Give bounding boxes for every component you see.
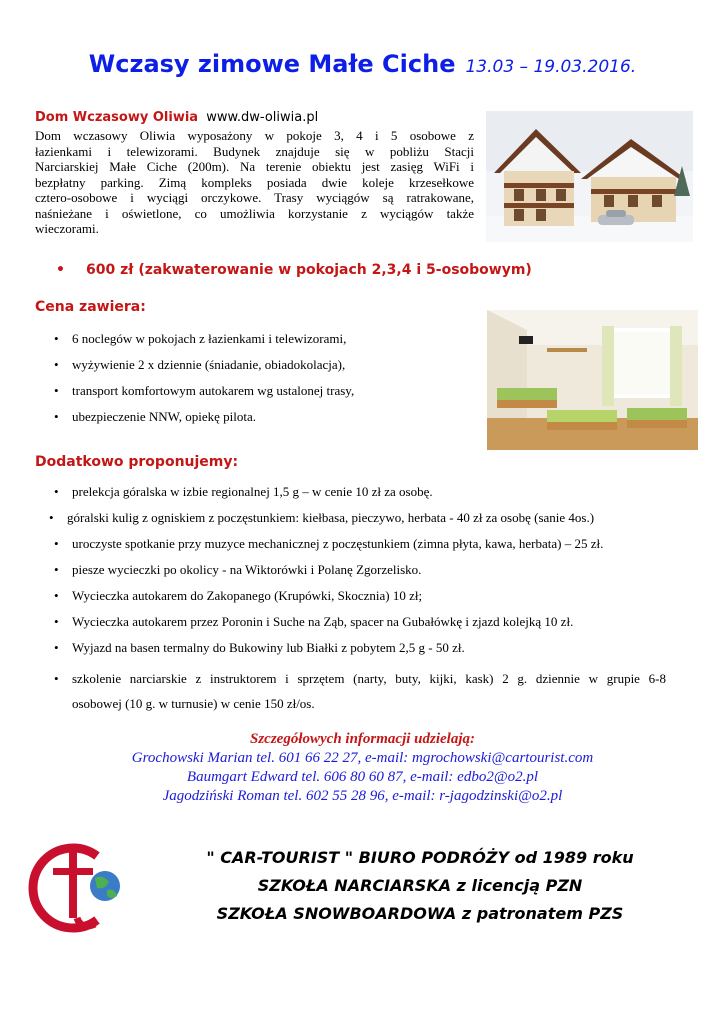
bureau-line-1: " CAR-TOURIST " BIURO PODRÓŻY od 1989 roku <box>206 848 634 867</box>
hotel-desc-line: Dom wczasowy Oliwia wyposażony w pokoje 3, 4 i 5 osobowe z <box>35 128 474 143</box>
list-item: • góralski kulig z ogniskiem z poczęstunkiem: kiełbasa, pieczywo, herbata - 40 zł za osobę (sanie 4os.) <box>45 510 661 526</box>
list-item: • ubezpieczenie NNW, opiekę pilota. <box>50 409 354 425</box>
hotel-heading <box>35 110 318 125</box>
list-item: • uroczyste spotkanie przy muzyce mechanicznej z poczęstunkiem (zimna płyta, kawa, herbata) – 25 zł. <box>50 536 666 552</box>
hotel-desc-line: łazienkami i telewizorami. Budynek znajduje się w pobliżu Stacji <box>35 143 474 159</box>
room-interior-photo <box>487 310 698 450</box>
hotel-desc-line: bezpłatny parking. Zimą kompleks posiada dwie koleje krzesełkowe <box>35 174 474 190</box>
list-item: • prelekcja góralska w izbie regionalnej 1,5 g – w cenie 10 zł za osobę. <box>50 484 666 500</box>
contact-line[interactable]: Baumgart Edward tel. 606 80 60 87, e-mail: edbo2@o2.pl <box>186 769 539 785</box>
price-line <box>56 262 532 278</box>
list-item: • Wyjazd na basen termalny do Bukowiny lub Białki z pobytem 2,5 g - 50 zł. <box>50 640 666 656</box>
list-item: • transport komfortowym autokarem wg ustalonej trasy, <box>50 383 354 399</box>
includes-heading: Cena zawiera: <box>35 299 146 315</box>
hotel-desc-line: cztero-osobowe i wyciągi orczykowe. Trasy wyciągów są ratrakowane, <box>35 190 474 205</box>
hotel-desc-line: naśnieżane i oświetlone, co umożliwia korzystanie z wyciągów także <box>35 205 474 221</box>
hotel-desc-line: wieczorami. <box>35 221 99 236</box>
hotel-description <box>35 128 474 237</box>
list-item: • Wycieczka autokarem do Zakopanego (Krupówki, Skocznia) 10 zł; <box>50 588 666 604</box>
list-item: • 6 noclegów w pokojach z łazienkami i telewizorami, <box>50 331 354 347</box>
hotel-exterior-photo <box>486 111 693 242</box>
extras-list <box>50 484 666 716</box>
list-item-line: • szkolenie narciarskie z instruktorem i sprzętem (narty, buty, kijki, kask) 2 g. dziennie w grupie 6-8 <box>72 671 666 686</box>
list-item: • piesze wycieczki po okolicy - na Wiktorówki i Polanę Zgorzelisko. <box>50 562 666 578</box>
bureau-line-2: SZKOŁA NARCIARSKA z licencją PZN <box>257 876 583 895</box>
list-item <box>50 666 666 716</box>
includes-list <box>50 331 354 425</box>
list-item-line: osobowej (10 g. w turnusie) w cenie 150 zł/os. <box>72 696 315 711</box>
extras-heading: Dodatkowo proponujemy: <box>35 454 239 470</box>
hotel-url[interactable]: www.dw-oliwia.pl <box>206 110 319 125</box>
list-item: • Wycieczka autokarem przez Poronin i Suche na Ząb, spacer na Gubałówkę i zjazd kolejką 10 zł. <box>50 614 666 630</box>
page-title <box>0 50 725 78</box>
hotel-desc-line: Narciarskiej Małe Ciche (200m). Na terenie obiektu jest zasięg WiFi i <box>35 159 474 174</box>
car-tourist-logo <box>25 838 125 938</box>
list-item: • wyżywienie 2 x dziennie (śniadanie, obiadokolacja), <box>50 357 354 373</box>
contact-block <box>0 730 725 806</box>
contact-line[interactable]: Jagodziński Roman tel. 602 55 28 96, e-mail: r-jagodzinski@o2.pl <box>162 788 563 804</box>
price-text: 600 zł (zakwaterowanie w pokojach 2,3,4 i 5-osobowym) <box>86 262 532 278</box>
title-dates: 13.03 – 19.03.2016. <box>465 57 637 77</box>
contact-line[interactable]: Grochowski Marian tel. 601 66 22 27, e-mail: mgrochowski@cartourist.com <box>131 750 594 766</box>
price-bullet: • <box>56 262 65 278</box>
bureau-line-3: SZKOŁA SNOWBOARDOWA z patronatem PZS <box>216 904 624 923</box>
contact-heading: Szczegółowych informacji udzielają: <box>250 731 475 747</box>
title-main: Wczasy zimowe Małe Ciche <box>88 50 456 78</box>
hotel-name: Dom Wczasowy Oliwia <box>35 110 199 125</box>
